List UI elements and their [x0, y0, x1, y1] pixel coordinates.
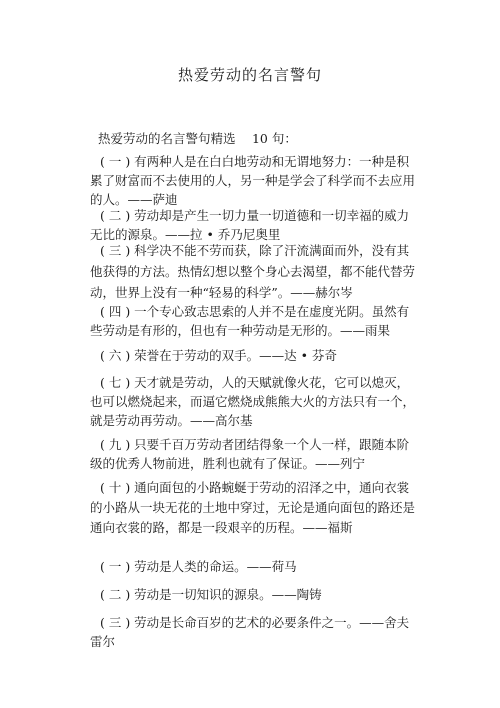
- quote-paragraph: ( 十 ) 通向面包的小路蜿蜒于劳动的沼泽之中，通向衣裳的小路从一块无花的土地中穿过，无论是通向面包的路还是通向衣裳的路，都是一段艰辛的历程。——福斯: [90, 480, 416, 535]
- quote-paragraph: ( 九 ) 只要千百万劳动者团结得象一个人一样，跟随本阶级的优秀人物前进，胜利也就有了保证。——列宁: [90, 437, 410, 471]
- quote-paragraph: ( 四 ) 一个专心致志思索的人并不是在虚度光阴。虽然有些劳动是有形的，但也有一种劳动是无形的。——雨果: [90, 304, 410, 338]
- quote-paragraph: ( 一 ) 有两种人是在白白地劳动和无谓地努力：一种是积累了财富而不去使用的人，另一种是学会了科学而不去应用的人。——萨迪: [90, 154, 416, 207]
- quote-paragraph: ( 二 ) 劳动却是产生一切力量一切道德和一切幸福的威力无比的源泉。——拉 • 乔乃尼奥里: [90, 208, 410, 242]
- quote-paragraph: ( 三 ) 劳动是长命百岁的艺术的必要条件之一。——舍夫雷尔: [90, 615, 410, 649]
- quote-paragraph: ( 一 ) 劳动是人类的命运。——荷马: [100, 559, 297, 574]
- quote-paragraph: ( 二 ) 劳动是一切知识的源泉。——陶铸: [100, 587, 322, 602]
- quote-paragraph: ( 三 ) 科学决不能不劳而获，除了汗流满面而外，没有其他获得的方法。热情幻想以整个身心去渴望，都不能代替劳动，世界上没有一种“轻易的科学”。——赫尔岑: [90, 243, 416, 300]
- quote-paragraph: ( 七 ) 天才就是劳动，人的天赋就像火花，它可以熄灭，也可以燃烧起来，而逼它燃烧成熊熊大火的方法只有一个，就是劳动再劳动。——高尔基: [90, 375, 416, 428]
- intro-line: 热爱劳动的名言警句精选 10 句：: [98, 131, 297, 146]
- quote-paragraph: ( 六 ) 荣誉在于劳动的双手。——达 • 芬奇: [100, 348, 337, 363]
- document-title: 热爱劳动的名言警句: [177, 66, 322, 84]
